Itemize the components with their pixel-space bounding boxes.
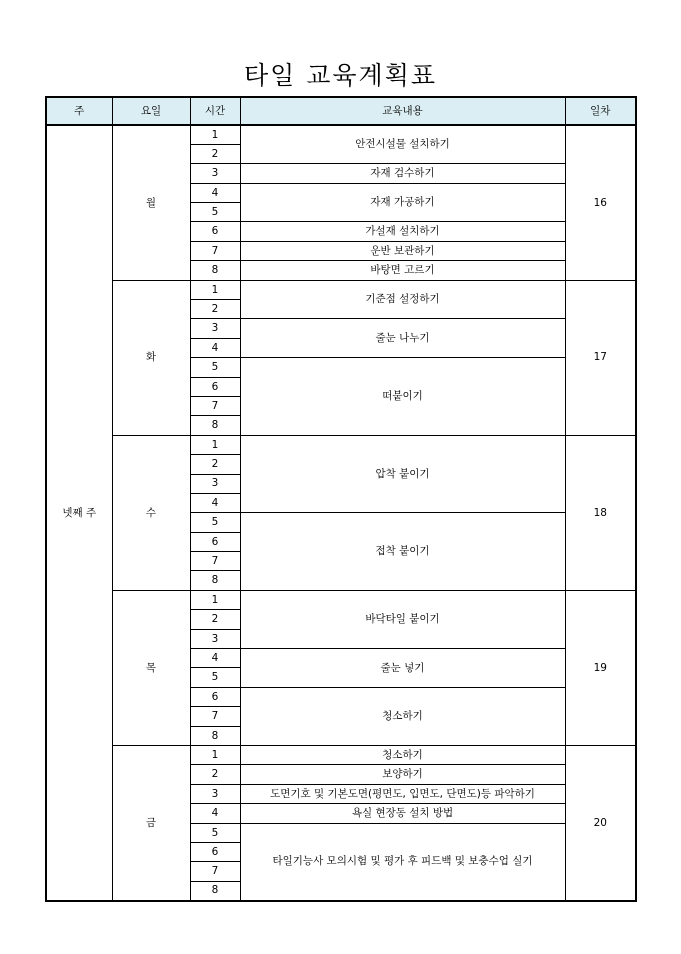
hour-cell: 6 [190,222,240,241]
table-body [46,125,636,901]
hour-cell: 1 [190,125,240,144]
content-cell: 압착 붙이기 [240,435,565,513]
hour-cell: 3 [190,784,240,803]
hour-cell: 2 [190,455,240,474]
content-cell: 기준점 설정하기 [240,280,565,319]
hour-cell: 5 [190,668,240,687]
table-row [46,280,636,299]
content-cell: 도면기호 및 기본도면(평면도, 입면도, 단면도)등 파악하기 [240,784,565,803]
hour-cell: 5 [190,358,240,377]
hour-cell: 5 [190,823,240,842]
hour-cell: 6 [190,687,240,706]
hour-cell: 4 [190,338,240,357]
day-number-cell: 18 [565,435,636,590]
hour-cell: 8 [190,881,240,900]
content-cell: 가설재 설치하기 [240,222,565,241]
content-cell: 떠붙이기 [240,358,565,436]
table-row [46,746,636,765]
header-weekday: 요일 [112,97,190,125]
hour-cell: 4 [190,804,240,823]
content-cell: 청소하기 [240,746,565,765]
header-content: 교육내용 [240,97,565,125]
hour-cell: 7 [190,707,240,726]
content-cell: 욕실 현장동 설치 방법 [240,804,565,823]
hour-cell: 7 [190,552,240,571]
hour-cell: 1 [190,435,240,454]
content-cell: 줄눈 나누기 [240,319,565,358]
header-hour: 시간 [190,97,240,125]
hour-cell: 8 [190,726,240,745]
day-number-cell: 19 [565,590,636,745]
content-cell: 자재 검수하기 [240,164,565,183]
hour-cell: 8 [190,571,240,590]
hour-cell: 1 [190,746,240,765]
weekday-cell: 수 [112,435,190,590]
hour-cell: 6 [190,842,240,861]
hour-cell: 4 [190,183,240,202]
hour-cell: 3 [190,474,240,493]
content-cell: 보양하기 [240,765,565,784]
table-row [46,125,636,144]
hour-cell: 2 [190,144,240,163]
hour-cell: 8 [190,261,240,280]
content-cell: 자재 가공하기 [240,183,565,222]
content-cell: 접착 붙이기 [240,513,565,591]
header-week: 주 [46,97,112,125]
hour-cell: 1 [190,590,240,609]
day-number-cell: 20 [565,746,636,901]
content-cell: 타일기능사 모의시험 및 평가 후 피드백 및 보충수업 실기 [240,823,565,901]
day-number-cell: 17 [565,280,636,435]
day-number-cell: 16 [565,125,636,280]
header-row [46,97,636,125]
document-title: 타일 교육계획표 [244,61,437,90]
table-row [46,435,636,454]
hour-cell: 4 [190,493,240,512]
hour-cell: 6 [190,377,240,396]
training-plan-table [45,96,637,902]
content-cell: 안전시설물 설치하기 [240,125,565,164]
content-cell: 바닥타일 붙이기 [240,590,565,648]
content-cell: 청소하기 [240,687,565,745]
week-cell: 넷째 주 [46,125,112,901]
hour-cell: 3 [190,629,240,648]
content-cell: 줄눈 넣기 [240,649,565,688]
hour-cell: 8 [190,416,240,435]
header-day-number: 일차 [565,97,636,125]
content-cell: 바탕면 고르기 [240,261,565,280]
table-row [46,590,636,609]
weekday-cell: 화 [112,280,190,435]
hour-cell: 7 [190,241,240,260]
hour-cell: 1 [190,280,240,299]
hour-cell: 6 [190,532,240,551]
weekday-cell: 목 [112,590,190,745]
hour-cell: 5 [190,203,240,222]
weekday-cell: 월 [112,125,190,280]
hour-cell: 4 [190,649,240,668]
hour-cell: 2 [190,610,240,629]
hour-cell: 3 [190,164,240,183]
hour-cell: 7 [190,862,240,881]
content-cell: 운반 보관하기 [240,241,565,260]
hour-cell: 2 [190,300,240,319]
hour-cell: 5 [190,513,240,532]
hour-cell: 3 [190,319,240,338]
weekday-cell: 금 [112,746,190,901]
hour-cell: 2 [190,765,240,784]
hour-cell: 7 [190,396,240,415]
